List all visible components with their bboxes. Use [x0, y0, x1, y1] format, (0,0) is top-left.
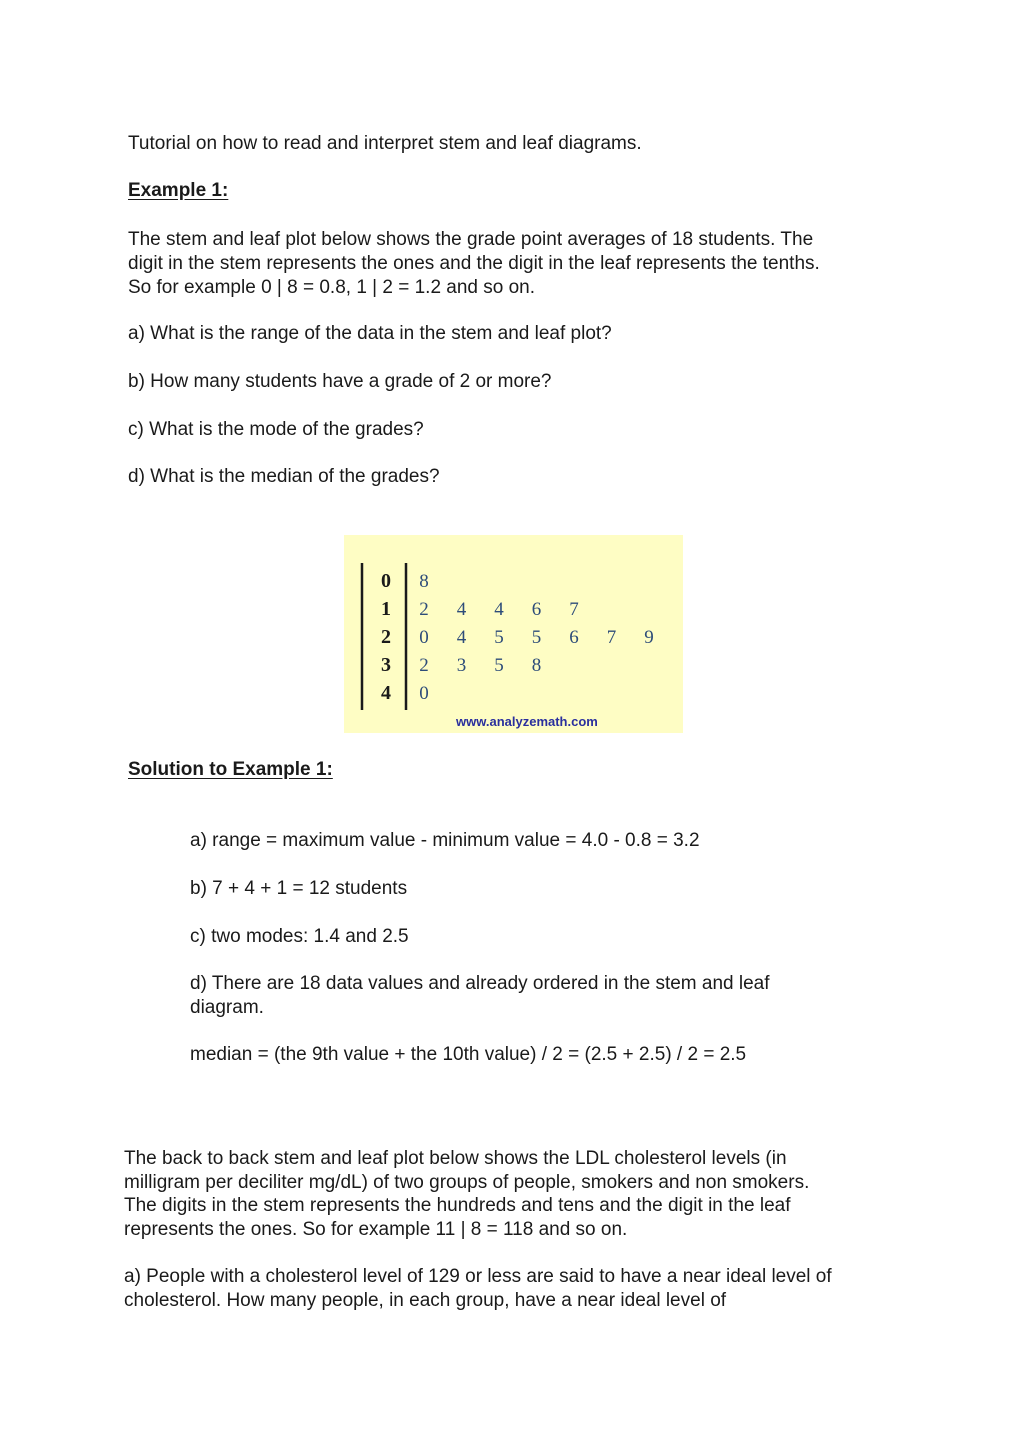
stem-leaf-plot [344, 535, 683, 733]
example-2-paragraph-line: milligram per deciliter mg/dL) of two groups of people, smokers and non smokers. [124, 1172, 810, 1193]
example-1-paragraph-line: So for example 0 | 8 = 0.8, 1 | 2 = 1.2 and so on. [128, 277, 536, 298]
leaf-rows [419, 571, 654, 704]
example-1-paragraph-line: The stem and leaf plot below shows the grade point averages of 18 students. The [128, 229, 814, 250]
leaf-value: 3 [456, 655, 467, 676]
solution-c: c) two modes: 1.4 and 2.5 [190, 926, 409, 947]
example-2-question-a-line: a) People with a cholesterol level of 129 or less are said to have a near ideal level of [124, 1266, 832, 1287]
stem-column [381, 570, 391, 704]
example-2-paragraph-line: The back to back stem and leaf plot below shows the LDL cholesterol levels (in [124, 1148, 787, 1169]
leaf-value: 6 [531, 599, 542, 620]
leaf-value: 9 [644, 627, 654, 648]
example-2-paragraph-line: represents the ones. So for example 11 | 8 = 118 and so on. [124, 1219, 628, 1240]
leaf-value: 8 [419, 571, 429, 592]
leaf-value: 0 [419, 683, 429, 704]
leaf-value: 8 [531, 655, 542, 676]
solution-1-heading: Solution to Example 1: [128, 759, 333, 780]
leaf-value: 6 [569, 627, 579, 648]
example-1-heading: Example 1: [128, 180, 229, 201]
leaf-value: 2 [419, 599, 429, 620]
question-c: c) What is the mode of the grades? [128, 419, 424, 440]
question-d: d) What is the median of the grades? [128, 466, 440, 487]
leaf-value: 5 [494, 655, 504, 676]
example-1-paragraph-line: digit in the stem represents the ones and the digit in the leaf represents the tenths. [128, 253, 820, 274]
solution-median: median = (the 9th value + the 10th value) / 2 = (2.5 + 2.5) / 2 = 2.5 [190, 1044, 747, 1065]
example-2-paragraph-line: The digits in the stem represents the hundreds and tens and the digit in the leaf [124, 1195, 791, 1216]
solution-b: b) 7 + 4 + 1 = 12 students [190, 878, 408, 899]
leaf-value: 2 [419, 655, 429, 676]
question-a: a) What is the range of the data in the stem and leaf plot? [128, 323, 612, 344]
leaf-value: 4 [456, 627, 467, 648]
watermark-text: www.analyzemath.com [456, 714, 598, 729]
stem-value: 1 [381, 598, 391, 620]
stem-value: 2 [381, 626, 391, 648]
leaf-value: 0 [419, 627, 429, 648]
stem-value: 3 [381, 654, 391, 676]
stem-value: 0 [381, 570, 391, 592]
leaf-value: 5 [531, 627, 542, 648]
leaf-value: 4 [456, 599, 467, 620]
solution-d-line: d) There are 18 data values and already ordered in the stem and leaf [190, 973, 770, 994]
solution-d-line: diagram. [190, 997, 264, 1018]
example-2-question-a-line: cholesterol. How many people, in each group, have a near ideal level of [124, 1290, 727, 1311]
intro-text: Tutorial on how to read and interpret stem and leaf diagrams. [128, 133, 642, 154]
leaf-value: 4 [494, 599, 504, 620]
stem-value: 4 [381, 682, 391, 704]
leaf-value: 5 [494, 627, 504, 648]
leaf-value: 7 [606, 627, 617, 648]
solution-a: a) range = maximum value - minimum value = 4.0 - 0.8 = 3.2 [190, 830, 700, 851]
leaf-value: 7 [569, 599, 579, 620]
question-b: b) How many students have a grade of 2 or more? [128, 371, 552, 392]
stem-leaf-figure [344, 535, 683, 733]
